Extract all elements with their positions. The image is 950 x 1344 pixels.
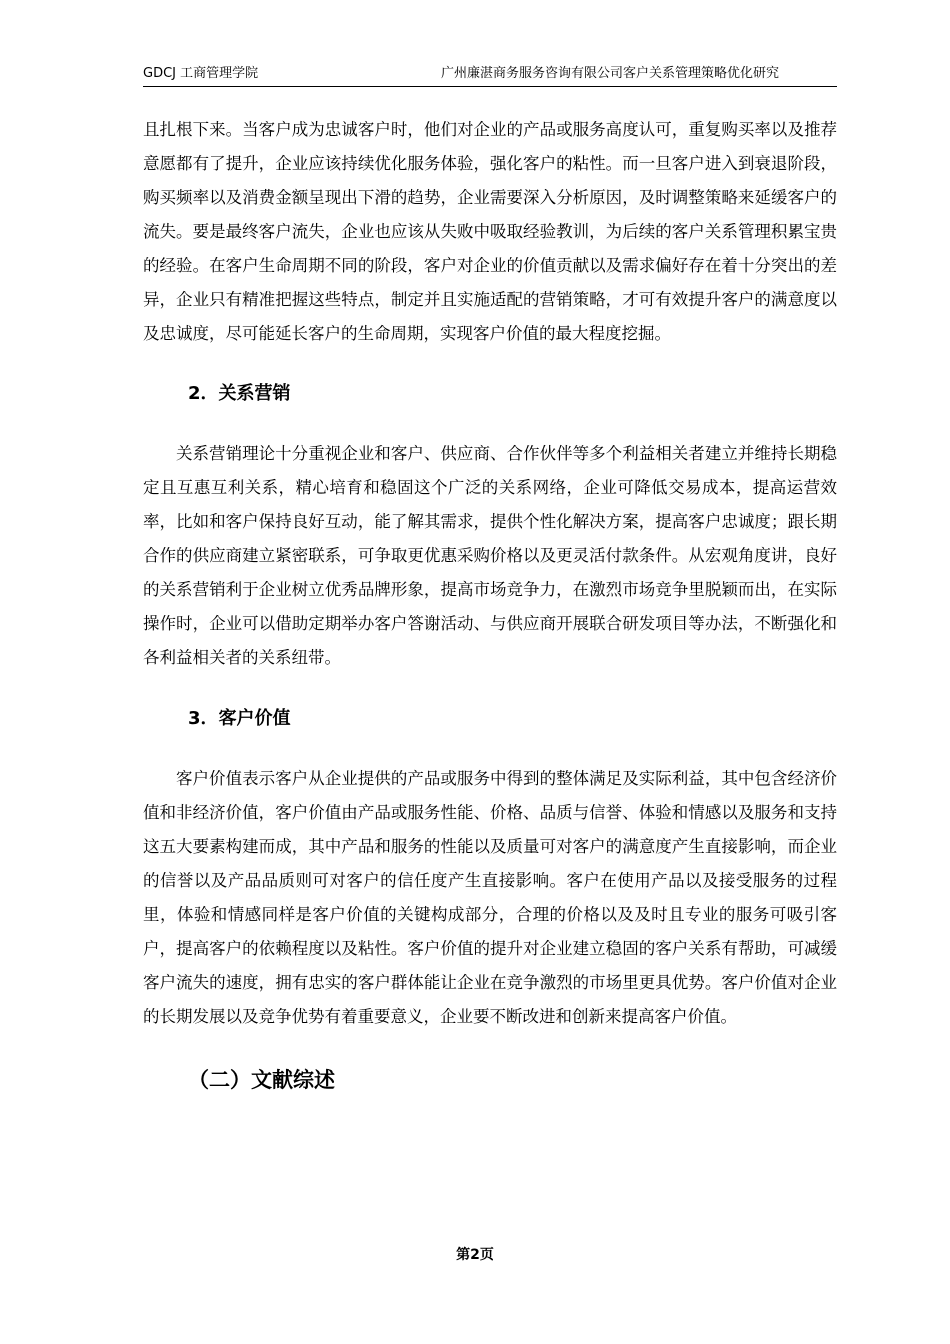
- heading-literature-review: （二）文献综述: [188, 1068, 335, 1092]
- header-thesis-title: 广州廉湛商务服务咨询有限公司客户关系管理策略优化研究: [440, 66, 779, 81]
- header-institution: GDCJ 工商管理学院: [143, 66, 259, 81]
- page-number: 第2页: [456, 1247, 494, 1263]
- paragraph-relationship-marketing: 关系营销理论十分重视企业和客户、供应商、合作伙伴等多个利益相关者建立并维持长期稳定且互惠互利关系，精心培育和稳固这个广泛的关系网络，企业可降低交易成本，提高运营效率，比如和客户保持良好互动，能了解其需求，提供个性化解决方案，提高客户忠诚度；跟长期合作的供应商建立紧密联系，可争取更优惠采购价格以及更灵活付款条件。从宏观角度讲，良好的关系营销利于企业树立优秀品牌形象，提高市场竞争力，在激烈市场竞争里脱颖而出，在实际操作时，企业可以借助定期举办客户答谢活动、与供应商开展联合研发项目等办法，不断强化和各利益相关者的关系纽带。: [143, 444, 837, 667]
- heading-relationship-marketing: 2．关系营销: [188, 383, 291, 404]
- paragraph-customer-value: 客户价值表示客户从企业提供的产品或服务中得到的整体满足及实际利益，其中包含经济价值和非经济价值，客户价值由产品或服务性能、价格、品质与信誉、体验和情感以及服务和支持这五大要素构建而成，其中产品和服务的性能以及质量可对客户的满意度产生直接影响，而企业的信誉以及产品品质则可对客户的信任度产生直接影响。客户在使用产品以及接受服务的过程里，体验和情感同样是客户价值的关键构成部分，合理的价格以及及时且专业的服务可吸引客户，提高客户的依赖程度以及粘性。客户价值的提升对企业建立稳固的客户关系有帮助，可减缓客户流失的速度，拥有忠实的客户群体能让企业在竞争激烈的市场里更具优势。客户价值对企业的长期发展以及竞争优势有着重要意义，企业要不断改进和创新来提高客户价值。: [143, 769, 837, 1026]
- page-header: [143, 64, 837, 87]
- page-body: [143, 113, 837, 1100]
- paragraph-customer-lifecycle: 且扎根下来。当客户成为忠诚客户时，他们对企业的产品或服务高度认可，重复购买率以及推荐意愿都有了提升，企业应该持续优化服务体验，强化客户的粘性。而一旦客户进入到衰退阶段，购买频率以及消费金额呈现出下滑的趋势，企业需要深入分析原因，及时调整策略来延缓客户的流失。要是最终客户流失，企业也应该从失败中吸取经验教训，为后续的客户关系管理积累宝贵的经验。在客户生命周期不同的阶段，客户对企业的价值贡献以及需求偏好存在着十分突出的差异，企业只有精准把握这些特点，制定并且实施适配的营销策略，才可有效提升客户的满意度以及忠诚度，尽可能延长客户的生命周期，实现客户价值的最大程度挖掘。: [143, 120, 837, 343]
- heading-customer-value: 3．客户价值: [188, 708, 291, 729]
